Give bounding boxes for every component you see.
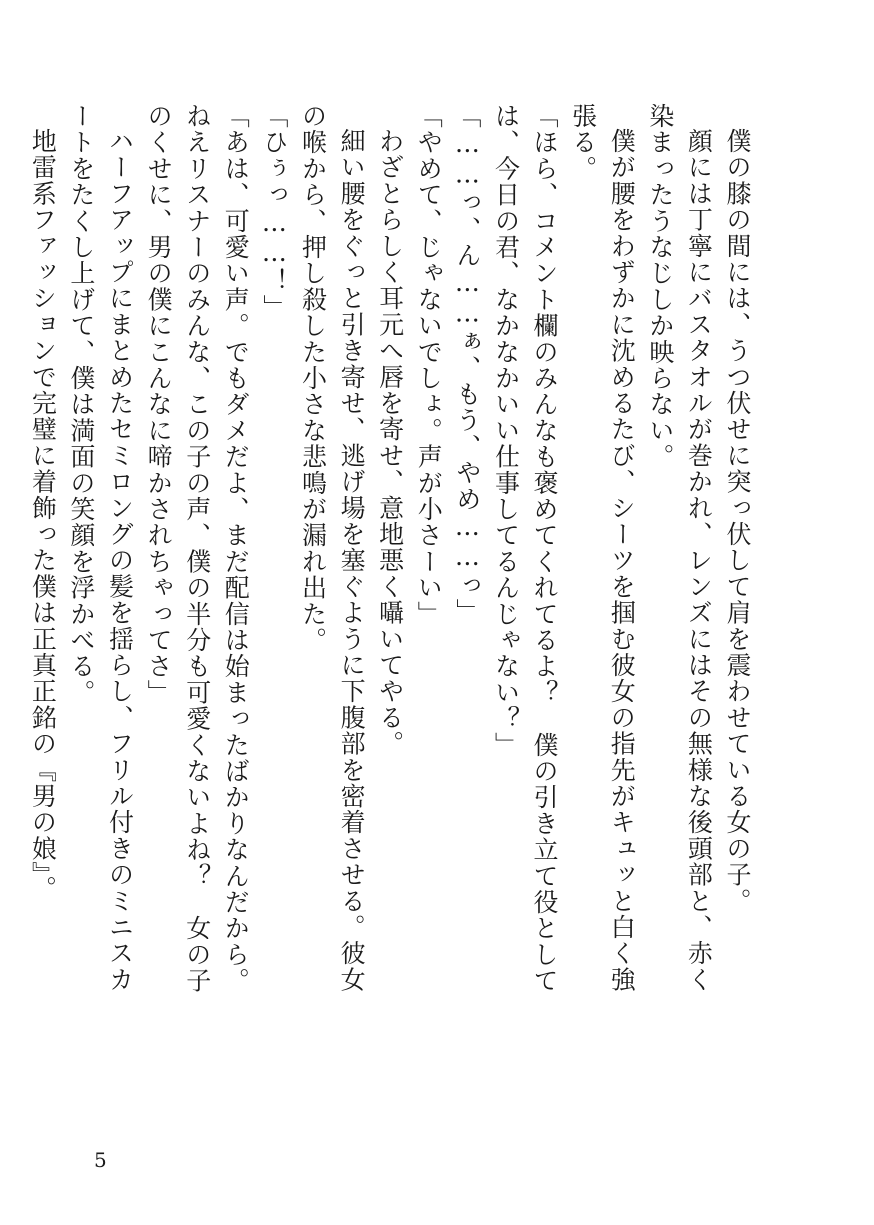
- paragraph: 「やめて、じゃないでしょ。声が小さーい」: [414, 103, 444, 627]
- paragraph: 「あは、可愛い声。でもダメだよ、まだ配信は始まったばかりなんだから。ねえリスナーのみんな、この子の声、僕の半分も可愛くないよね？ 女の子のくせに、男の僕にこんなに啼かされちゃってさ」: [144, 103, 251, 994]
- vertical-text-body: [28, 103, 756, 1003]
- paragraph: 細い腰をぐっと引き寄せ、逃げ場を塞ぐように下腹部を密着させる。彼女の喉から、押し殺した小さな悲鳴が漏れ出た。: [298, 103, 367, 993]
- paragraph: 顔には丁寧にバスタオルが巻かれ、レンズにはその無様な後頭部と、赤く染まったうなじしか映らない。: [645, 103, 714, 993]
- paragraph: 僕の膝の間には、うつ伏せに突っ伏して肩を震わせている女の子。: [723, 128, 752, 914]
- paragraph: 「ひぅっ……！」: [259, 103, 289, 321]
- paragraph: ハーフアップにまとめたセミロングの髪を揺らし、フリル付きのミニスカートをたくし上げて、僕は満面の笑顔を浮かべる。: [66, 103, 135, 993]
- paragraph: 「……っ、ん……ぁ、もう、やめ……っ」: [452, 103, 482, 625]
- paragraph: 僕が腰をわずかに沈めるたび、シーツを掴む彼女の指先がキュッと白く強張る。: [568, 103, 637, 993]
- paragraph: わざとらしく耳元へ唇を寄せ、意地悪く囁いてやる。: [375, 128, 405, 757]
- paragraph: 「ほら、コメント欄のみんなも褒めてくれてるよ？ 僕の引き立て役としては、今日の君、なかなかいい仕事してるんじゃない？」: [491, 103, 560, 994]
- paragraph: 地雷系ファッションで完璧に着飾った僕は正真正銘の『男の娘』。: [28, 128, 58, 902]
- page-number: 5: [94, 1148, 107, 1172]
